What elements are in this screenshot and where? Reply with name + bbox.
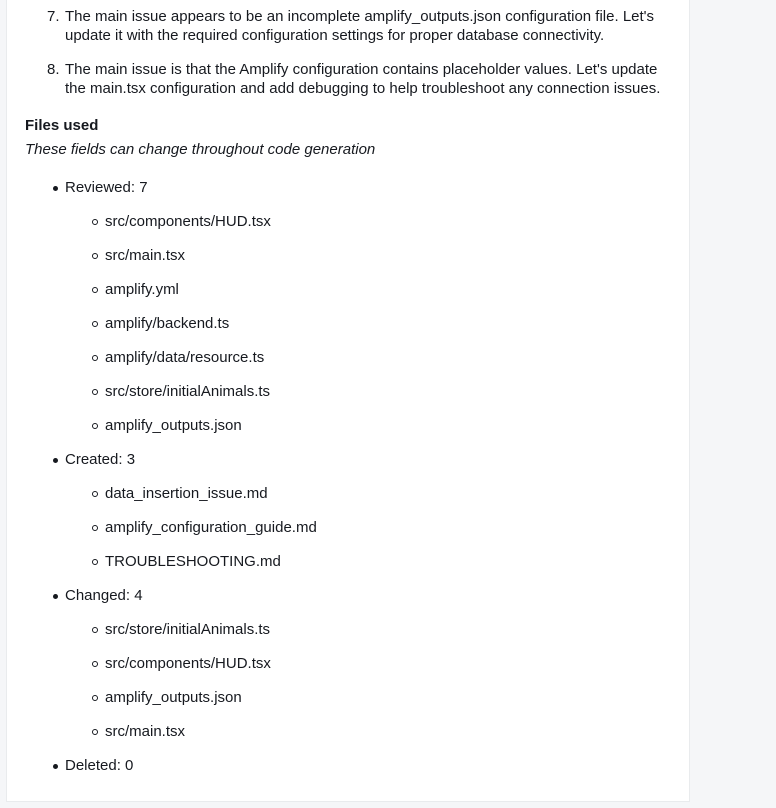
step-item <box>25 7 679 45</box>
circle-bullet-icon <box>92 253 98 259</box>
circle-bullet-icon <box>92 287 98 293</box>
bullet-icon <box>53 458 58 463</box>
file-path: amplify_configuration_guide.md <box>105 519 317 536</box>
chat-message-panel <box>6 0 690 802</box>
circle-bullet-icon <box>92 695 98 701</box>
bullet-icon <box>53 764 58 769</box>
file-item <box>65 348 679 367</box>
step-number: 8. <box>47 61 60 78</box>
file-group-label: Reviewed: 7 <box>65 179 148 196</box>
circle-bullet-icon <box>92 423 98 429</box>
bullet-icon <box>53 594 58 599</box>
circle-bullet-icon <box>92 219 98 225</box>
file-path: src/main.tsx <box>105 247 186 264</box>
file-path: src/components/HUD.tsx <box>105 213 271 230</box>
circle-bullet-icon <box>92 389 98 395</box>
file-item <box>65 484 679 503</box>
circle-bullet-icon <box>92 627 98 633</box>
file-path: amplify_outputs.json <box>105 689 242 706</box>
bullet-icon <box>53 186 58 191</box>
file-item <box>65 416 679 435</box>
circle-bullet-icon <box>92 321 98 327</box>
circle-bullet-icon <box>92 729 98 735</box>
message-content <box>25 0 679 790</box>
file-path: amplify.yml <box>105 281 179 298</box>
file-group <box>25 178 679 435</box>
file-list <box>65 212 679 435</box>
step-number: 7. <box>47 8 60 25</box>
file-item <box>65 314 679 333</box>
file-group <box>25 586 679 741</box>
step-item <box>25 60 679 98</box>
files-groups-list <box>25 178 679 775</box>
file-path: amplify_outputs.json <box>105 417 242 434</box>
file-item <box>65 552 679 571</box>
file-item <box>65 280 679 299</box>
circle-bullet-icon <box>92 559 98 565</box>
file-group <box>25 756 679 775</box>
file-path: data_insertion_issue.md <box>105 485 268 502</box>
circle-bullet-icon <box>92 491 98 497</box>
file-list <box>65 620 679 741</box>
file-group-label: Created: 3 <box>65 451 136 468</box>
file-group-label: Deleted: 0 <box>65 757 134 774</box>
circle-bullet-icon <box>92 525 98 531</box>
file-item <box>65 722 679 741</box>
step-text-line: the main.tsx configuration and add debugging to help troubleshoot any connection issues. <box>65 80 661 97</box>
files-used-subtitle: These fields can change throughout code generation <box>25 141 376 158</box>
files-used-heading: Files used <box>25 117 99 134</box>
file-path: amplify/backend.ts <box>105 315 230 332</box>
file-item <box>65 382 679 401</box>
file-path: TROUBLESHOOTING.md <box>105 553 281 570</box>
step-text-line: The main issue appears to be an incomplete amplify_outputs.json configuration file. Let's <box>65 8 655 25</box>
file-group-label: Changed: 4 <box>65 587 143 604</box>
steps-list <box>25 7 679 98</box>
step-text-line: update it with the required configuration settings for proper database connectivity. <box>65 27 605 44</box>
file-group <box>25 450 679 571</box>
right-side-area <box>690 0 776 808</box>
circle-bullet-icon <box>92 355 98 361</box>
file-item <box>65 212 679 231</box>
circle-bullet-icon <box>92 661 98 667</box>
file-item <box>65 654 679 673</box>
file-path: src/main.tsx <box>105 723 186 740</box>
file-list <box>65 484 679 571</box>
file-path: src/store/initialAnimals.ts <box>105 621 271 638</box>
file-path: src/components/HUD.tsx <box>105 655 271 672</box>
file-item <box>65 620 679 639</box>
file-item <box>65 518 679 537</box>
step-text-line: The main issue is that the Amplify configuration contains placeholder values. Let's update <box>65 61 658 78</box>
file-path: amplify/data/resource.ts <box>105 349 265 366</box>
file-item <box>65 688 679 707</box>
file-item <box>65 246 679 265</box>
file-path: src/store/initialAnimals.ts <box>105 383 271 400</box>
